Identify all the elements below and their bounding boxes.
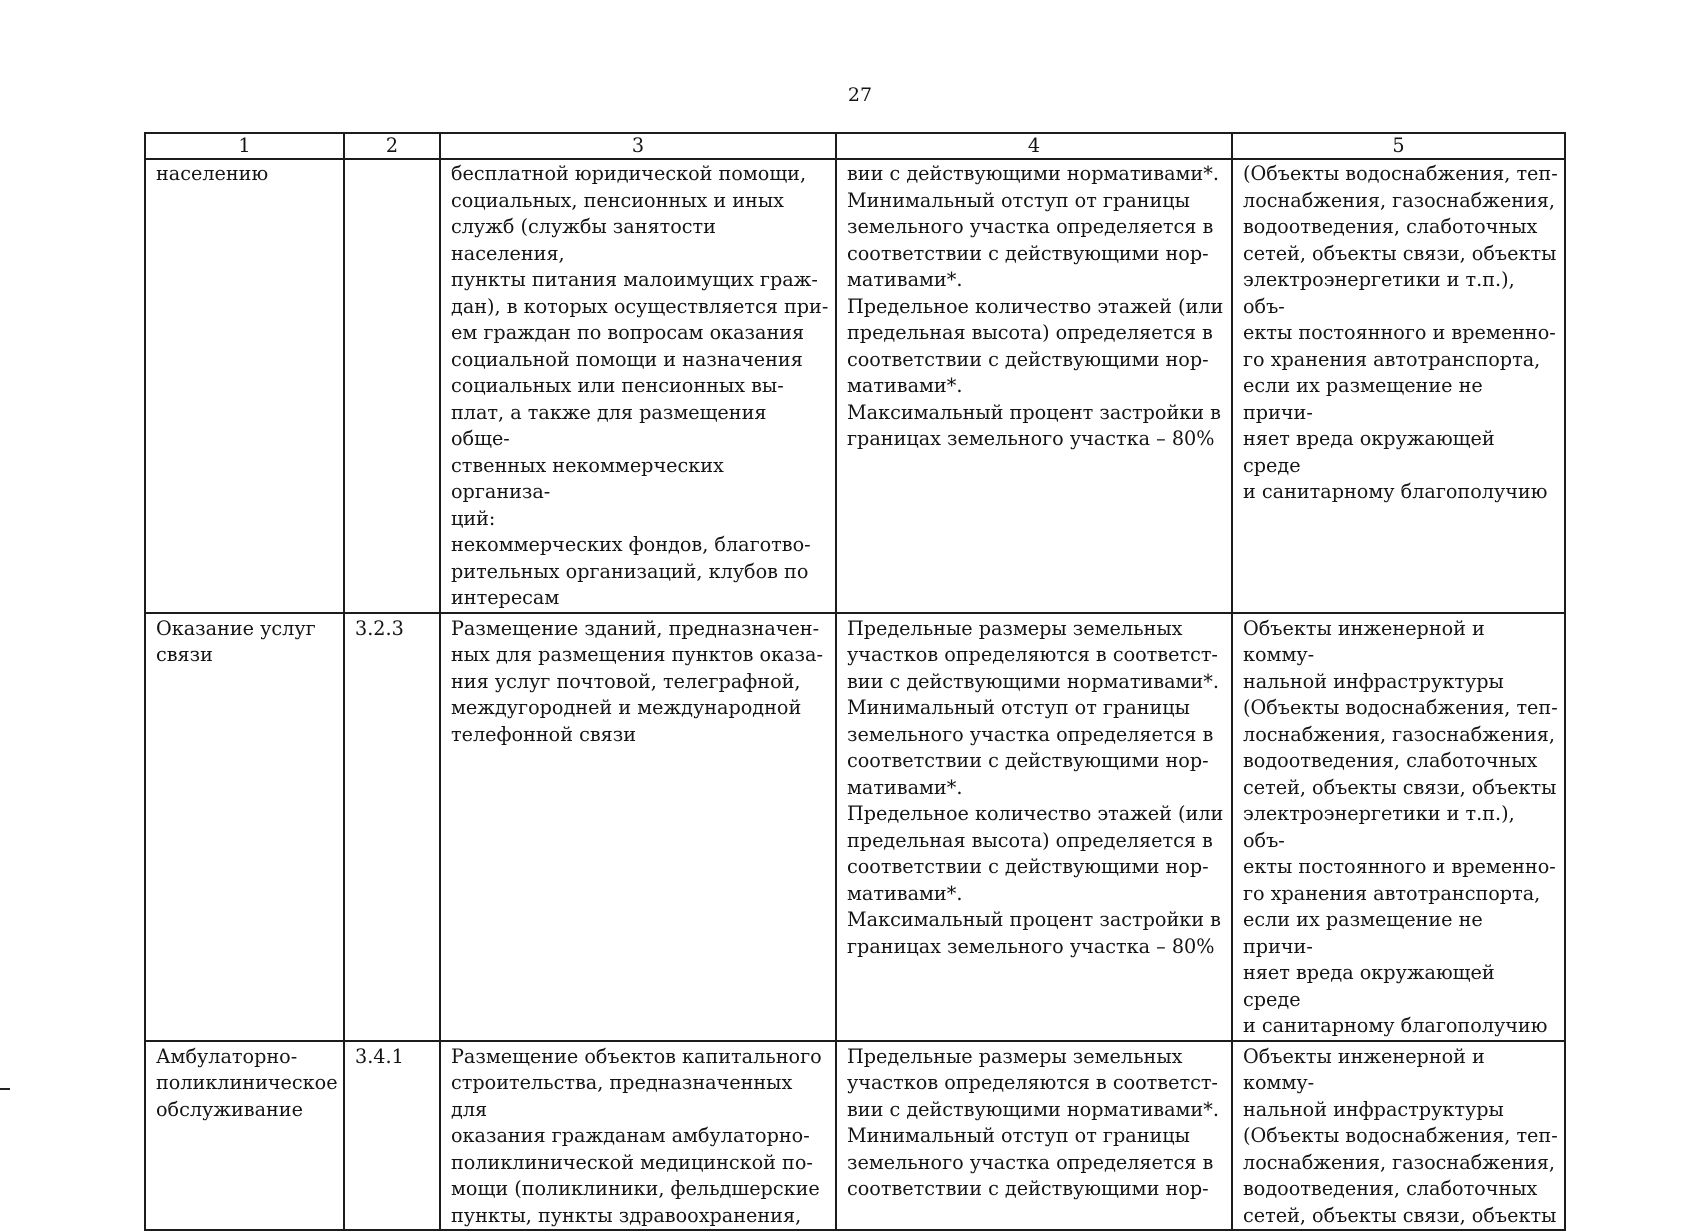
column-header-4: 4 xyxy=(836,133,1232,159)
use-type-cell xyxy=(145,1041,344,1231)
column-header-3: 3 xyxy=(440,133,836,159)
parameters-text: Предельные размеры земельных участков определяются в соответст- вии с действующими нормативами*. Минимальный отступ от границы земельного участка определяется в соответствии с действующими нор- xyxy=(847,1044,1219,1200)
parameters-cell xyxy=(836,1041,1232,1231)
column-header-2: 2 xyxy=(344,133,440,159)
auxiliary-use-text: Объекты инженерной и комму- нальной инфраструктуры (Объекты водоснабжения, теп- лоснабжения, газоснабжения, водоотведения, слаботочных сетей, объекты связи, объекты электроэнергетики и т.п.), объ- екты постоянного и временно- го хранения автотранспорта, если их размещение не причи- няет вреда окружающей среде и санитарному благополучию xyxy=(1243,616,1558,1037)
table-row xyxy=(145,159,1565,613)
use-type-text: Оказание услуг связи xyxy=(156,616,316,666)
header-row xyxy=(145,133,1565,159)
description-cell xyxy=(440,159,836,613)
parameters-cell xyxy=(836,613,1232,1041)
code-cell xyxy=(344,613,440,1041)
use-type-cell xyxy=(145,613,344,1041)
column-header-1: 1 xyxy=(145,133,344,159)
description-cell xyxy=(440,1041,836,1231)
description-text: Размещение объектов капитального строительства, предназначенных для оказания гражданам амбулаторно- поликлинической медицинской по- мощи (поликлиники, фельдшерские пункты, пункты здравоохранения, xyxy=(451,1044,822,1227)
code-text: 3.4.1 xyxy=(355,1044,404,1068)
table-row xyxy=(145,1041,1565,1231)
parameters-text: Предельные размеры земельных участков определяются в соответст- вии с действующими нормативами*. Минимальный отступ от границы земельного участка определяется в соответствии с действующими нор- мативами*. Предельное количество этажей (или предельная высота) определяется в соответствии с действующими нор- мативами*. Максимальный процент застройки в границах земельного участка – 80% xyxy=(847,616,1224,958)
page-number: 27 xyxy=(847,84,873,106)
auxiliary-use-cell xyxy=(1232,1041,1565,1231)
description-text: бесплатной юридической помощи, социальных, пенсионных и иных служб (службы занятости населения, пункты питания малоимущих граж- дан), в которых осуществляется при- ем граждан по вопросам оказания социальной помощи и назначения социальных или пенсионных вы- плат, а также для размещения обще- ственных некоммерческих организа- ций: некоммерческих фондов, благотво- рительных организаций, клубов по интересам xyxy=(451,162,829,609)
table-row xyxy=(145,613,1565,1041)
code-text: 3.2.3 xyxy=(355,616,404,640)
parameters-cell xyxy=(836,159,1232,613)
parameters-text: вии с действующими нормативами*. Минимальный отступ от границы земельного участка определяется в соответствии с действующими нор- мативами*. Предельное количество этажей (или предельная высота) определяется в соответствии с действующими нор- мативами*. Максимальный процент застройки в границах земельного участка – 80% xyxy=(847,162,1224,450)
auxiliary-use-text: Объекты инженерной и комму- нальной инфраструктуры (Объекты водоснабжения, теп- лоснабжения, газоснабжения, водоотведения, слаботочных сетей, объекты связи, объекты xyxy=(1243,1044,1558,1227)
code-cell xyxy=(344,1041,440,1231)
code-cell xyxy=(344,159,440,613)
margin-mark xyxy=(0,1088,10,1090)
description-cell xyxy=(440,613,836,1041)
land-use-table xyxy=(144,132,1566,1231)
auxiliary-use-text: (Объекты водоснабжения, теп- лоснабжения, газоснабжения, водоотведения, слаботочных сетей, объекты связи, объекты электроэнергетики и т.п.), объ- екты постоянного и временно- го хранения автотранспорта, если их размещение не причи- няет вреда окружающей среде и санитарному благополучию xyxy=(1243,162,1558,503)
use-type-cell xyxy=(145,159,344,613)
use-type-text: населению xyxy=(156,162,269,185)
column-header-5: 5 xyxy=(1232,133,1565,159)
use-type-text: Амбулаторно- поликлиническое обслуживание xyxy=(156,1044,338,1121)
auxiliary-use-cell xyxy=(1232,159,1565,613)
auxiliary-use-cell xyxy=(1232,613,1565,1041)
description-text: Размещение зданий, предназначен- ных для размещения пунктов оказа- ния услуг почтовой, телеграфной, междугородней и международной телефонной связи xyxy=(451,616,823,746)
